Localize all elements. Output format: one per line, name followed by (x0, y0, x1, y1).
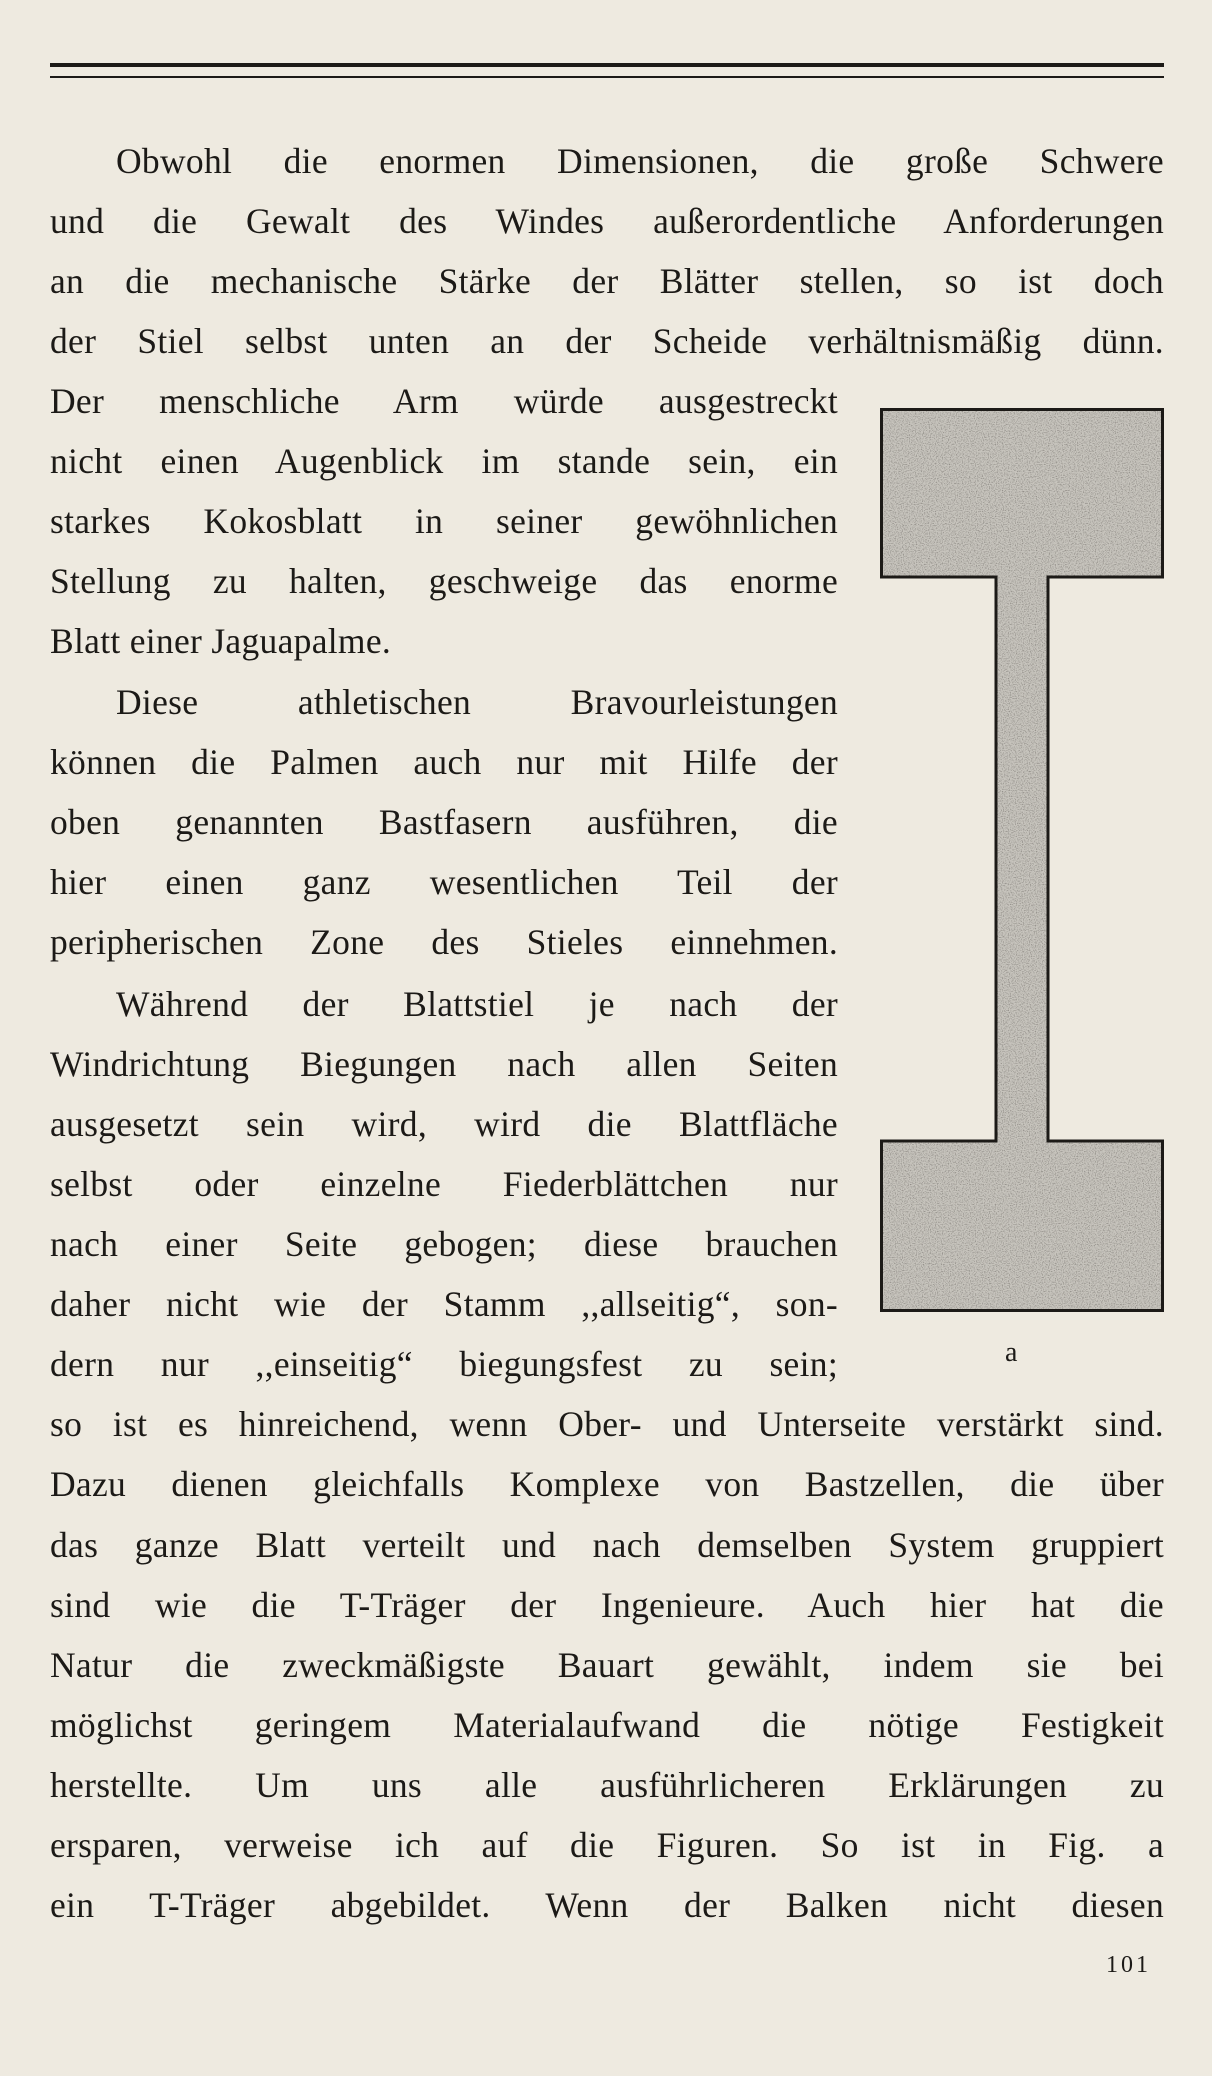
text-line: Blatt einer Jaguapalme. (50, 621, 392, 661)
text-line: daher nicht wie der Stamm ,,allseitig“, son- (50, 1284, 838, 1324)
text-line: nach einer Seite gebogen; diese brauchen (50, 1224, 838, 1264)
text-line: ein T-Träger abgebildet. Wenn der Balken nicht diesen (50, 1885, 1164, 1925)
header-rule-thin (50, 76, 1164, 78)
text-line: Dazu dienen gleichfalls Komplexe von Bastzellen, die über (50, 1464, 1164, 1504)
text-line: so ist es hinreichend, wenn Ober- und Unterseite verstärkt sind. (50, 1404, 1164, 1444)
text-line: Windrichtung Biegungen nach allen Seiten (50, 1044, 838, 1084)
text-line: peripherischen Zone des Stieles einnehmen. (50, 922, 838, 962)
page-number: 101 (1106, 1952, 1151, 1978)
figure-caption: a (1005, 1337, 1018, 1368)
text-line: Der menschliche Arm würde ausgestreckt (50, 381, 838, 421)
text-line: Während der Blattstiel je nach der (116, 984, 838, 1024)
text-line: Obwohl die enormen Dimensionen, die große Schwere (116, 141, 1164, 181)
t-beam-figure (880, 408, 1164, 1312)
text-line: an die mechanische Stärke der Blätter stellen, so ist doch (50, 261, 1164, 301)
text-line: und die Gewalt des Windes außerordentliche Anforderungen (50, 201, 1164, 241)
text-line: ersparen, verweise ich auf die Figuren. So ist in Fig. a (50, 1825, 1164, 1865)
text-line: der Stiel selbst unten an der Scheide verhältnismäßig dünn. (50, 321, 1164, 361)
text-line: herstellte. Um uns alle ausführlicheren Erklärungen zu (50, 1765, 1164, 1805)
text-line: sind wie die T-Träger der Ingenieure. Auch hier hat die (50, 1585, 1164, 1625)
text-line: selbst oder einzelne Fiederblättchen nur (50, 1164, 838, 1204)
text-line: das ganze Blatt verteilt und nach demselben System gruppiert (50, 1525, 1164, 1565)
text-line: ausgesetzt sein wird, wird die Blattfläche (50, 1104, 838, 1144)
text-line: Diese athletischen Bravourleistungen (116, 682, 838, 722)
text-line: oben genannten Bastfasern ausführen, die (50, 802, 838, 842)
t-beam-cross-section (880, 408, 1164, 1312)
text-line: können die Palmen auch nur mit Hilfe der (50, 742, 838, 782)
text-line: möglichst geringem Materialaufwand die nötige Festigkeit (50, 1705, 1164, 1745)
text-line: hier einen ganz wesentlichen Teil der (50, 862, 838, 902)
text-line: Natur die zweckmäßigste Bauart gewählt, indem sie bei (50, 1645, 1164, 1685)
text-line: dern nur ,,einseitig“ biegungsfest zu sein; (50, 1344, 838, 1384)
text-line: starkes Kokosblatt in seiner gewöhnlichen (50, 501, 838, 541)
header-rule-thick (50, 63, 1164, 67)
text-line: Stellung zu halten, geschweige das enorme (50, 561, 838, 601)
text-line: nicht einen Augenblick im stande sein, ein (50, 441, 838, 481)
